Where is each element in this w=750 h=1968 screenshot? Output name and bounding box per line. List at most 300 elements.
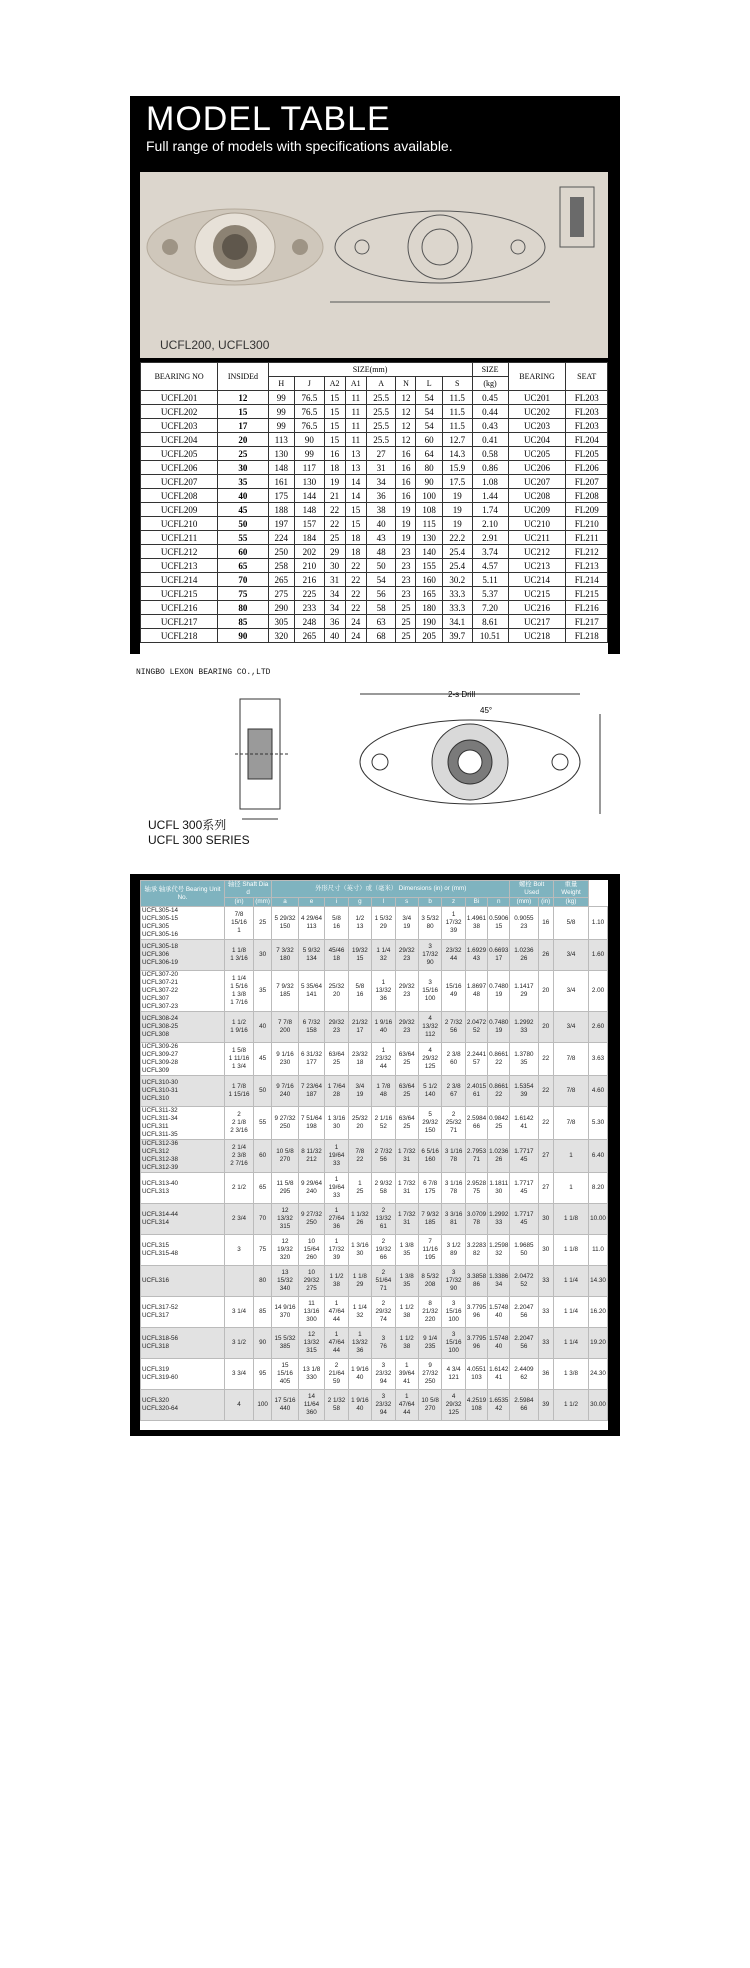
table-cell: 175: [268, 489, 294, 503]
t2-sub-bolt-mm: (mm): [510, 898, 538, 907]
table-cell: 60: [218, 545, 268, 559]
table-cell: 1 1/8 29: [348, 1266, 371, 1297]
table-row: [141, 489, 608, 503]
table-cell: 12 13/32 315: [272, 1204, 299, 1235]
table-cell: 3 17/32 90: [418, 940, 441, 971]
table-cell: 320: [268, 629, 294, 643]
table-cell: 1 7/8 1 15/16: [225, 1076, 254, 1107]
table-cell: 7/8 22: [348, 1140, 371, 1173]
table-cell: 7/8: [553, 1107, 588, 1140]
table-cell: 15: [324, 419, 345, 433]
table-cell: 1.2598 32: [488, 1235, 510, 1266]
table-cell: 35: [253, 971, 271, 1012]
col-h: H: [268, 377, 294, 391]
table-cell: 9 29/64 240: [298, 1173, 325, 1204]
table-cell: 54: [416, 405, 442, 419]
table-cell: 1 1/2: [553, 1390, 588, 1421]
table-cell: 90: [218, 629, 268, 643]
table-cell: 100: [253, 1390, 271, 1421]
table-cell: 2.2047 56: [510, 1328, 538, 1359]
t2-col-bolt: 螺栓 Bolt Used: [510, 881, 554, 898]
table-cell: 29/32 23: [395, 971, 418, 1012]
table-cell: 31: [366, 461, 396, 475]
table-cell: UCFL319 UCFL319-60: [141, 1359, 225, 1390]
table-cell: 36: [324, 615, 345, 629]
table-cell: 8.20: [589, 1173, 608, 1204]
table-cell: UC212: [508, 545, 566, 559]
t2-sub-a: a: [272, 898, 299, 907]
table-cell: 157: [295, 517, 325, 531]
table-cell: 216: [295, 573, 325, 587]
table-cell: 1.6142 41: [488, 1359, 510, 1390]
table-cell: 3 15/16 100: [418, 971, 441, 1012]
table-cell: 25: [218, 447, 268, 461]
table-cell: 11: [345, 405, 366, 419]
table-cell: FL211: [566, 531, 608, 545]
table-cell: 1 9/16 40: [348, 1390, 371, 1421]
table-cell: UCFL311-32 UCFL311-34 UCFL311 UCFL311-35: [141, 1107, 225, 1140]
table-cell: 29/32 23: [395, 1012, 418, 1043]
table-row: [141, 1297, 608, 1328]
table-cell: 1.9685 50: [510, 1235, 538, 1266]
table-cell: 0.43: [472, 419, 508, 433]
table-cell: 31: [324, 573, 345, 587]
table-cell: 34: [324, 601, 345, 615]
t2-col-weight: 重量 Weight: [553, 881, 588, 898]
table-row: [141, 1204, 608, 1235]
table-cell: 1 17/32 39: [325, 1235, 348, 1266]
table-cell: 1 1/4: [553, 1266, 588, 1297]
table-cell: 60: [253, 1140, 271, 1173]
table-cell: 15: [345, 503, 366, 517]
table-cell: 1 5/32 29: [372, 907, 395, 940]
table-cell: 30: [253, 940, 271, 971]
table-cell: 1 19/64 33: [325, 1140, 348, 1173]
table-row: [141, 971, 608, 1012]
table-cell: 1: [553, 1140, 588, 1173]
table-cell: 10 15/64 260: [298, 1235, 325, 1266]
table-cell: 4.0551 103: [465, 1359, 487, 1390]
table-cell: 25: [396, 615, 416, 629]
table-cell: 205: [416, 629, 442, 643]
table-cell: 80: [218, 601, 268, 615]
table-cell: 14 11/64 360: [298, 1390, 325, 1421]
table-row: [141, 940, 608, 971]
table-cell: 8 21/32 220: [418, 1297, 441, 1328]
table-row: [141, 545, 608, 559]
table-cell: 3 23/32 94: [372, 1390, 395, 1421]
table-cell: 12: [218, 391, 268, 405]
table-cell: 26: [538, 940, 553, 971]
table-cell: FL212: [566, 545, 608, 559]
table-cell: UC211: [508, 531, 566, 545]
table-cell: 16: [538, 907, 553, 940]
table-cell: 7.20: [472, 601, 508, 615]
table-cell: 99: [295, 447, 325, 461]
table-cell: UCFL204: [141, 433, 218, 447]
table-cell: 25: [396, 629, 416, 643]
table-cell: 25.5: [366, 405, 396, 419]
table-cell: 1.6929 43: [465, 940, 487, 971]
table-cell: 15: [324, 391, 345, 405]
table-cell: FL214: [566, 573, 608, 587]
table-cell: 6 7/32 158: [298, 1012, 325, 1043]
table-cell: 39: [538, 1390, 553, 1421]
t2-col-shaft: 轴径 Shaft Dia d: [225, 881, 272, 898]
table-cell: 0.9055 23: [510, 907, 538, 940]
table-cell: 1 3/16 30: [348, 1235, 371, 1266]
col-kg: (kg): [472, 377, 508, 391]
table-cell: 64: [416, 447, 442, 461]
table-cell: 18: [345, 531, 366, 545]
table-cell: 45/46 18: [325, 940, 348, 971]
table-cell: 22: [345, 559, 366, 573]
table-cell: UCFL318-56 UCFL318: [141, 1328, 225, 1359]
table-cell: 19: [396, 531, 416, 545]
table-cell: 1.7717 45: [510, 1204, 538, 1235]
table-cell: 1 1/4: [553, 1297, 588, 1328]
table-cell: 5.37: [472, 587, 508, 601]
table-row: [141, 907, 608, 940]
table-cell: 58: [366, 601, 396, 615]
table-cell: 1 1/2 38: [395, 1297, 418, 1328]
table-cell: 22: [324, 517, 345, 531]
table-cell: 63: [366, 615, 396, 629]
table-cell: UC204: [508, 433, 566, 447]
table-cell: 15: [218, 405, 268, 419]
table-cell: 75: [253, 1235, 271, 1266]
table-cell: 7 11/16 195: [418, 1235, 441, 1266]
table-cell: 1 3/8 35: [395, 1235, 418, 1266]
table-row: [141, 1012, 608, 1043]
table-cell: 130: [268, 447, 294, 461]
table-cell: 3 1/2 89: [442, 1235, 465, 1266]
page-title: MODEL TABLE: [146, 100, 391, 138]
table-cell: 1 3/8: [553, 1359, 588, 1390]
table-cell: 258: [268, 559, 294, 573]
table-cell: 23/32 44: [442, 940, 465, 971]
table-cell: FL216: [566, 601, 608, 615]
table-cell: 3/4 19: [395, 907, 418, 940]
table-cell: 1.60: [589, 940, 608, 971]
table-row: [141, 1076, 608, 1107]
table-cell: 165: [416, 587, 442, 601]
table-cell: 7/8: [553, 1076, 588, 1107]
t2-sub-g: g: [348, 898, 371, 907]
table-row: [141, 601, 608, 615]
table-cell: 55: [218, 531, 268, 545]
table-cell: 1.10: [589, 907, 608, 940]
table-cell: UCFL310-30 UCFL310-31 UCFL310: [141, 1076, 225, 1107]
table-cell: 1: [553, 1173, 588, 1204]
table-cell: 76.5: [295, 391, 325, 405]
table-cell: 12: [396, 391, 416, 405]
table-cell: UCFL305-14 UCFL305-15 UCFL305 UCFL305-16: [141, 907, 225, 940]
table-cell: 2.4015 61: [465, 1076, 487, 1107]
table-cell: 115: [416, 517, 442, 531]
table-cell: 48: [366, 545, 396, 559]
table-cell: 18: [324, 461, 345, 475]
t2-sub-n: n: [488, 898, 510, 907]
table-cell: 10 5/8 270: [418, 1390, 441, 1421]
table-row: [141, 531, 608, 545]
table-cell: 19: [442, 503, 472, 517]
table-cell: 30: [324, 559, 345, 573]
table-cell: 1.5748 40: [488, 1328, 510, 1359]
col-l: L: [416, 377, 442, 391]
table-cell: 3/4 19: [348, 1076, 371, 1107]
table-cell: 2.7953 71: [465, 1140, 487, 1173]
table-cell: 45: [218, 503, 268, 517]
table-cell: 9 27/32 250: [272, 1107, 299, 1140]
table-cell: 75: [218, 587, 268, 601]
table-cell: 305: [268, 615, 294, 629]
table-cell: 27: [366, 447, 396, 461]
table-cell: 90: [253, 1328, 271, 1359]
ucfl200-spec-table: [140, 362, 608, 643]
table-row: [141, 503, 608, 517]
t2-sub-b: b: [418, 898, 441, 907]
table-cell: 68: [366, 629, 396, 643]
table-cell: 90: [295, 433, 325, 447]
table-cell: UCFL216: [141, 601, 218, 615]
table-cell: 34: [366, 475, 396, 489]
table-cell: 2 29/32 74: [372, 1297, 395, 1328]
table-cell: 1.1811 30: [488, 1173, 510, 1204]
table-cell: 2.5984 66: [510, 1390, 538, 1421]
table-cell: 0.41: [472, 433, 508, 447]
table-cell: 130: [295, 475, 325, 489]
table-cell: 30: [538, 1204, 553, 1235]
table-cell: 1 47/64 44: [395, 1390, 418, 1421]
table-cell: UC205: [508, 447, 566, 461]
table-cell: 70: [218, 573, 268, 587]
table-cell: UCFL314-44 UCFL314: [141, 1204, 225, 1235]
table-cell: 60: [416, 433, 442, 447]
table-cell: 3: [225, 1235, 254, 1266]
table-cell: 5 29/32 150: [418, 1107, 441, 1140]
table-cell: 10 29/32 275: [298, 1266, 325, 1297]
table-cell: 10.00: [589, 1204, 608, 1235]
table-cell: 24: [345, 615, 366, 629]
table-cell: UC209: [508, 503, 566, 517]
table-row: [141, 461, 608, 475]
table-cell: 3.74: [472, 545, 508, 559]
table-cell: UCFL213: [141, 559, 218, 573]
table-cell: 80: [253, 1266, 271, 1297]
table-row: [141, 1328, 608, 1359]
table-cell: 14 9/16 370: [272, 1297, 299, 1328]
table-cell: UCFL205: [141, 447, 218, 461]
col-bearing-no: BEARING NO: [141, 363, 218, 391]
table-cell: 2 7/32 56: [372, 1140, 395, 1173]
table-cell: 5 9/32 134: [298, 940, 325, 971]
table-cell: 4 29/32 125: [418, 1043, 441, 1076]
table-cell: 11.5: [442, 391, 472, 405]
table-cell: 2 2 1/8 2 3/16: [225, 1107, 254, 1140]
table-cell: 148: [268, 461, 294, 475]
table-cell: 1 13/32 36: [348, 1328, 371, 1359]
table-cell: 1.0236 26: [510, 940, 538, 971]
table-cell: 6.40: [589, 1140, 608, 1173]
table-cell: 36: [366, 489, 396, 503]
table-cell: 2 1/32 58: [325, 1390, 348, 1421]
table-cell: 1 7/32 31: [395, 1173, 418, 1204]
table-cell: UCFL308-24 UCFL308-25 UCFL308: [141, 1012, 225, 1043]
table-cell: 2 1/16 52: [372, 1107, 395, 1140]
table-cell: UCFL207: [141, 475, 218, 489]
col-a1: A1: [345, 377, 366, 391]
table-cell: 1.7717 45: [510, 1173, 538, 1204]
table-cell: 29: [324, 545, 345, 559]
table-cell: UCFL320 UCFL320-64: [141, 1390, 225, 1421]
table-cell: 95: [253, 1359, 271, 1390]
table-cell: 15/16 49: [442, 971, 465, 1012]
table-cell: 22: [538, 1043, 553, 1076]
table-cell: 1 1/8: [553, 1204, 588, 1235]
table-cell: 19: [396, 517, 416, 531]
t2-sub-bi: Bi: [465, 898, 487, 907]
table-cell: 14.3: [442, 447, 472, 461]
table-cell: 22: [345, 573, 366, 587]
table-cell: 23/32 18: [348, 1043, 371, 1076]
table-cell: 56: [366, 587, 396, 601]
table2-header-row: [141, 881, 608, 898]
table-cell: 30: [538, 1235, 553, 1266]
table-cell: 34.1: [442, 615, 472, 629]
col-s: S: [442, 377, 472, 391]
table-cell: 40: [253, 1012, 271, 1043]
table-cell: 5/8: [553, 907, 588, 940]
table-cell: 4 29/32 125: [442, 1390, 465, 1421]
table-cell: 1 7/32 31: [395, 1204, 418, 1235]
table-cell: 12: [396, 419, 416, 433]
table-cell: 265: [295, 629, 325, 643]
table-cell: 50: [253, 1076, 271, 1107]
table-cell: 2.4409 62: [510, 1359, 538, 1390]
table-cell: 190: [416, 615, 442, 629]
table-cell: FL218: [566, 629, 608, 643]
table-cell: 35: [218, 475, 268, 489]
table-cell: 6 31/32 177: [298, 1043, 325, 1076]
table-cell: 5.30: [589, 1107, 608, 1140]
table-cell: 17: [218, 419, 268, 433]
table-row: [141, 447, 608, 461]
table-cell: 148: [295, 503, 325, 517]
table-cell: 3 1/2: [225, 1328, 254, 1359]
series-label: [148, 818, 250, 848]
table-row: [141, 1235, 608, 1266]
table-cell: 1.2992 33: [488, 1204, 510, 1235]
table-cell: 13: [345, 447, 366, 461]
table-cell: 3.0709 78: [465, 1204, 487, 1235]
table-cell: 22: [538, 1076, 553, 1107]
table-cell: 4 29/64 113: [298, 907, 325, 940]
table-cell: 0.8661 22: [488, 1076, 510, 1107]
table-cell: 1.6142 41: [510, 1107, 538, 1140]
table-cell: UCFL208: [141, 489, 218, 503]
table-cell: 14.30: [589, 1266, 608, 1297]
table-cell: 1 25: [348, 1173, 371, 1204]
table-cell: 9 1/16 230: [272, 1043, 299, 1076]
table-cell: 0.44: [472, 405, 508, 419]
table-cell: 54: [366, 573, 396, 587]
table-cell: 1/2 13: [348, 907, 371, 940]
table-cell: 39.7: [442, 629, 472, 643]
table-cell: 3/4: [553, 971, 588, 1012]
bearing-illustration: [140, 172, 608, 358]
table-cell: 3 3/4: [225, 1359, 254, 1390]
table-cell: 140: [416, 545, 442, 559]
table-cell: 184: [295, 531, 325, 545]
table-cell: 25.5: [366, 433, 396, 447]
table-cell: 4.2519 108: [465, 1390, 487, 1421]
table-cell: UC202: [508, 405, 566, 419]
table-cell: 27: [538, 1173, 553, 1204]
table-cell: 3.2283 82: [465, 1235, 487, 1266]
table-cell: 27: [538, 1140, 553, 1173]
table-cell: 108: [416, 503, 442, 517]
table-cell: 202: [295, 545, 325, 559]
table-cell: 2 1/2: [225, 1173, 254, 1204]
table-cell: 9 7/16 240: [272, 1076, 299, 1107]
table-cell: 30.00: [589, 1390, 608, 1421]
table-cell: 40: [218, 489, 268, 503]
table-row: [141, 1359, 608, 1390]
table-cell: 290: [268, 601, 294, 615]
table-cell: UCFL202: [141, 405, 218, 419]
table-cell: 8.61: [472, 615, 508, 629]
col-a2: A2: [324, 377, 345, 391]
table-cell: 2.2047 56: [510, 1297, 538, 1328]
table-cell: 3.63: [589, 1043, 608, 1076]
table-cell: 155: [416, 559, 442, 573]
table-cell: 1 7/64 28: [325, 1076, 348, 1107]
table-row: [141, 1043, 608, 1076]
table-cell: 29/32 23: [395, 940, 418, 971]
table-cell: 144: [295, 489, 325, 503]
table-cell: FL204: [566, 433, 608, 447]
table-cell: 25.4: [442, 559, 472, 573]
table-cell: UCFL203: [141, 419, 218, 433]
table-cell: 1 3/8 35: [395, 1266, 418, 1297]
table-cell: 19: [442, 489, 472, 503]
t2-sub-l: l: [372, 898, 395, 907]
table-cell: 2 51/64 71: [372, 1266, 395, 1297]
table-cell: UCFL215: [141, 587, 218, 601]
series-label-en: UCFL 300 SERIES: [148, 833, 250, 847]
table-cell: 25.5: [366, 391, 396, 405]
col-bearing: BEARING: [508, 363, 566, 391]
table-cell: 22.2: [442, 531, 472, 545]
table-row: [141, 587, 608, 601]
table-cell: 85: [218, 615, 268, 629]
company-name: NINGBO LEXON BEARING CO.,LTD: [136, 668, 271, 677]
table-cell: UC218: [508, 629, 566, 643]
table-cell: 7/8: [553, 1043, 588, 1076]
table-cell: 2 25/32 71: [442, 1107, 465, 1140]
table-cell: 250: [268, 545, 294, 559]
table-cell: 7 9/32 185: [272, 971, 299, 1012]
table-cell: 16: [396, 461, 416, 475]
table-cell: 6 7/8 175: [418, 1173, 441, 1204]
table-cell: 24: [345, 629, 366, 643]
table-cell: 2.10: [472, 517, 508, 531]
table-cell: 15 15/16 405: [272, 1359, 299, 1390]
table-cell: UC201: [508, 391, 566, 405]
table-cell: 7/8 15/16 1: [225, 907, 254, 940]
table-cell: UCFL307-20 UCFL307-21 UCFL307-22 UCFL307 UCFL307-23: [141, 971, 225, 1012]
